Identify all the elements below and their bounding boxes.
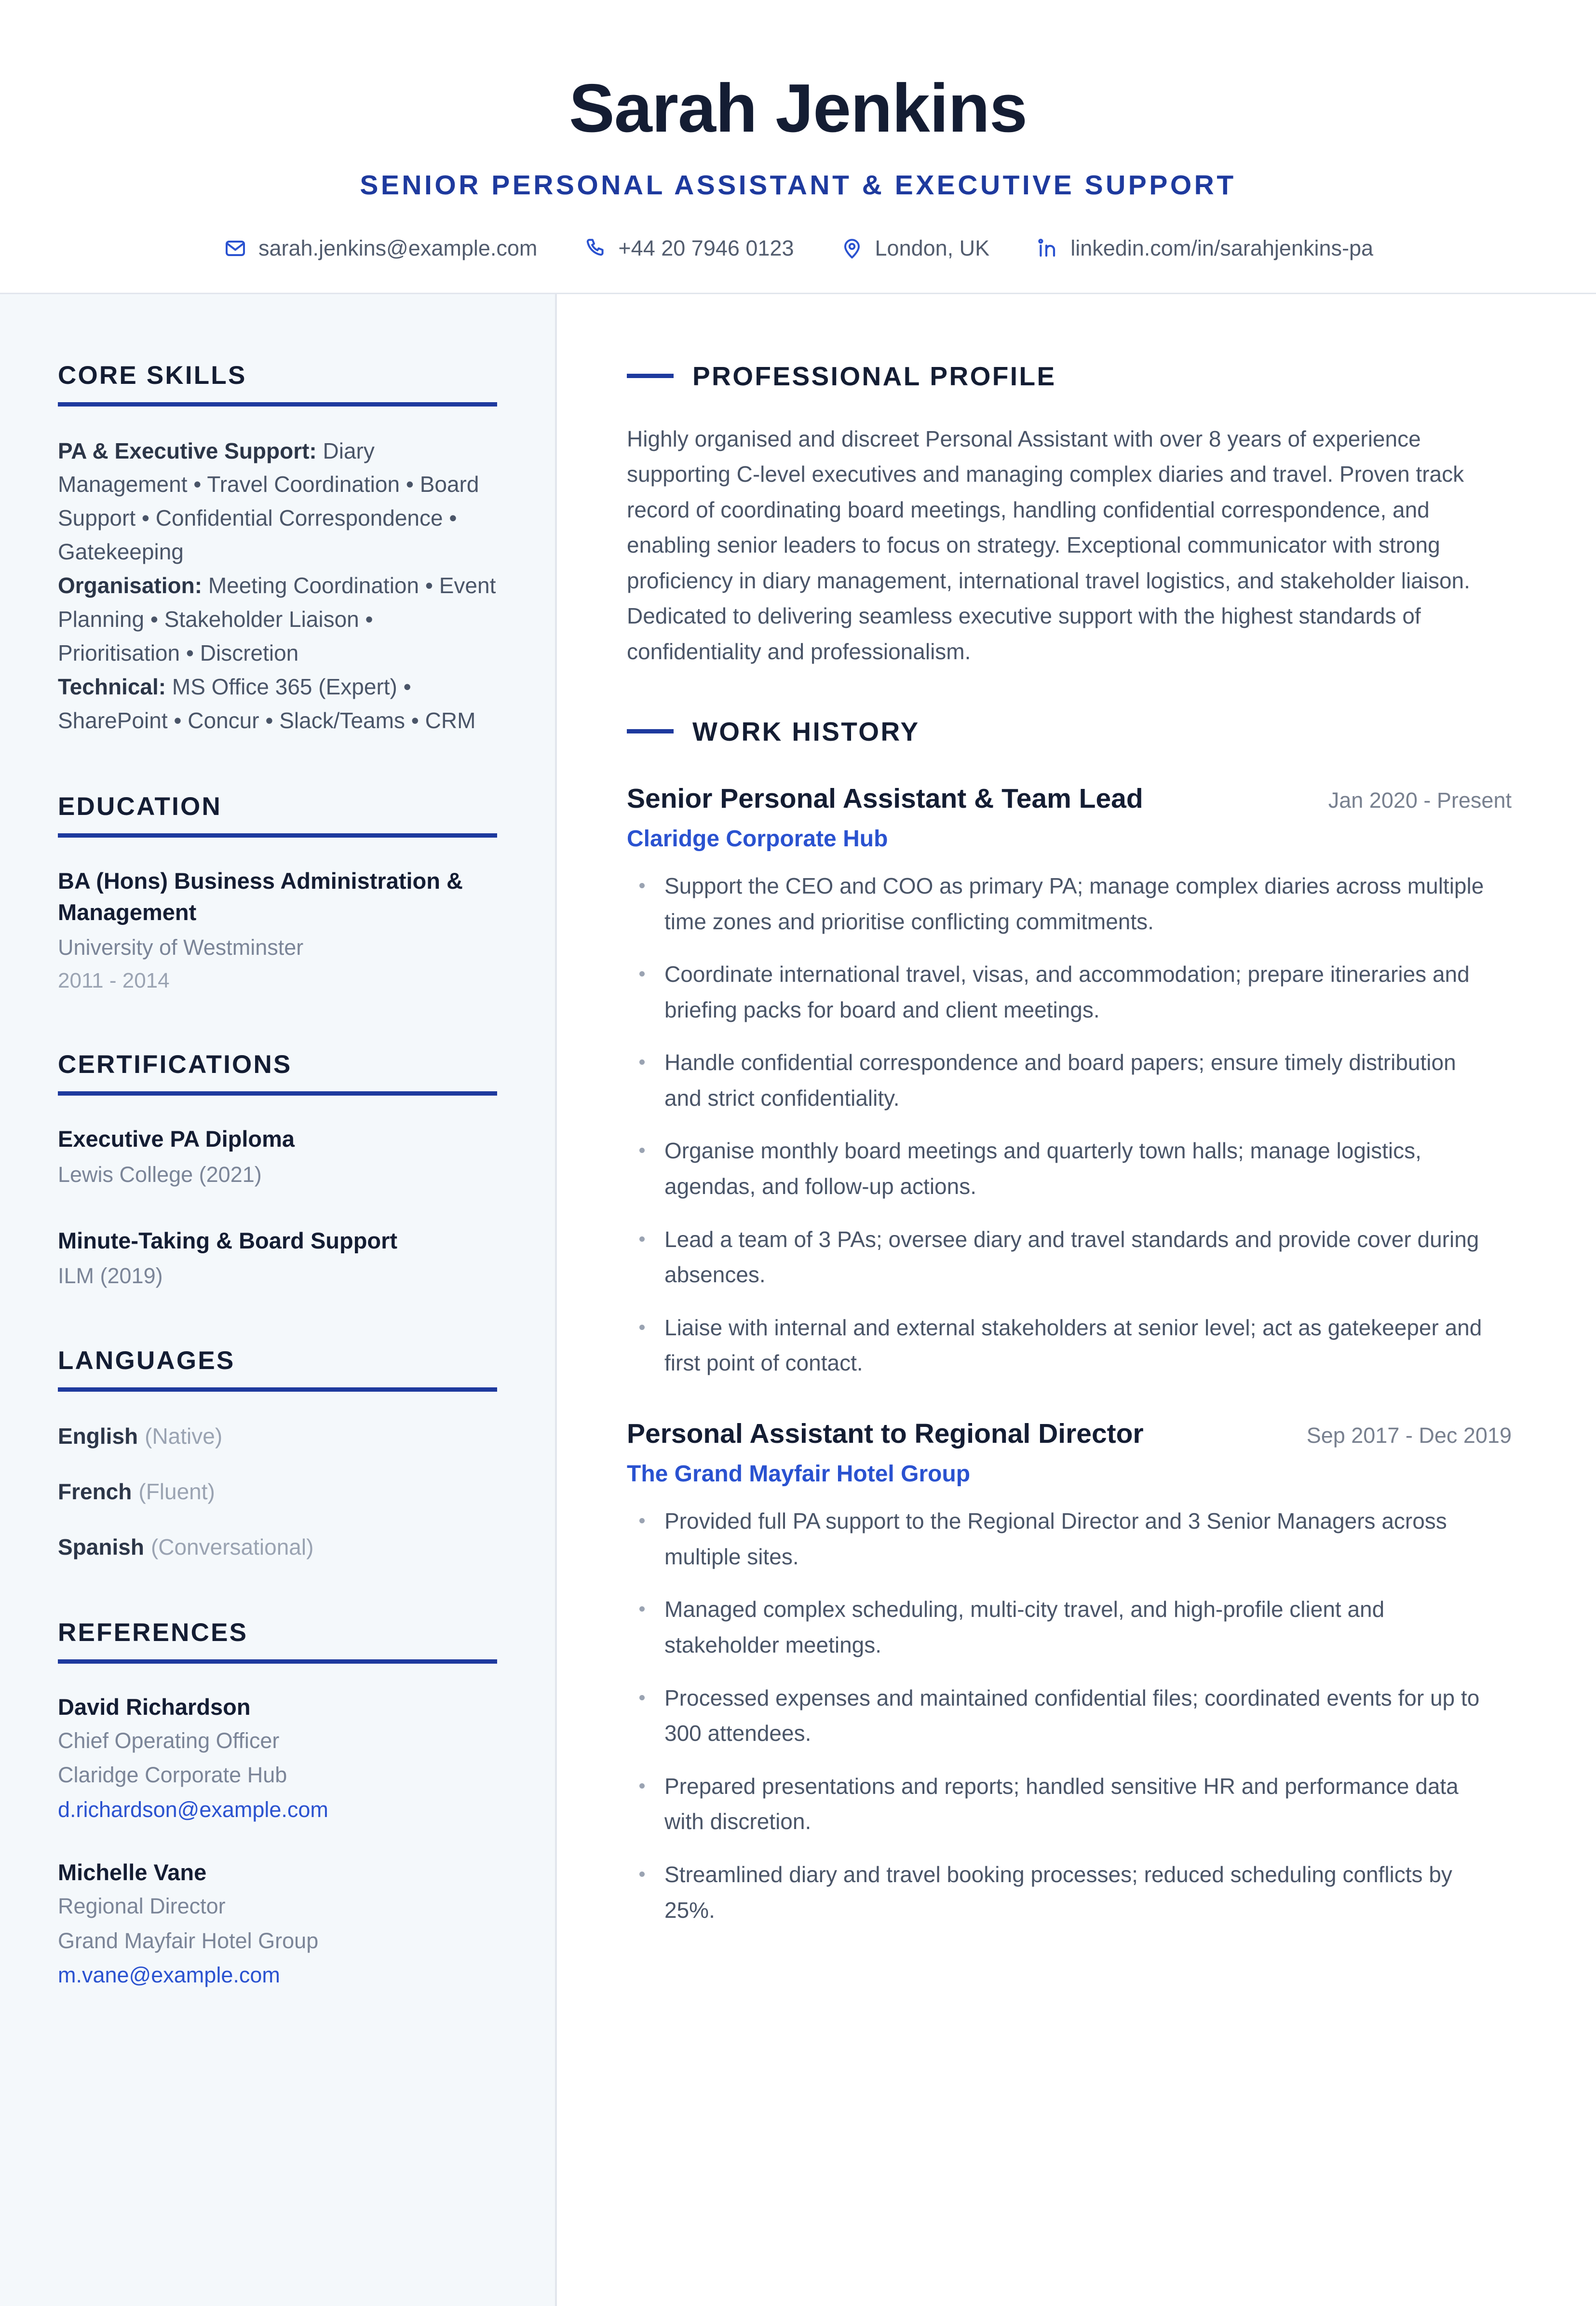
job-header-row [627, 1417, 1512, 1451]
certification-issuer: Lewis College (2021) [58, 1162, 262, 1187]
section-heading-core-skills: CORE SKILLS [58, 361, 247, 390]
certification-title: Executive PA Diploma [58, 1126, 295, 1152]
skill-group-items-0: Diary Management • Travel Coordination • Board Support • Confidential Correspondence • Gatekeeping [58, 438, 479, 565]
section-rule [58, 1091, 497, 1096]
reference-company: Grand Mayfair Hotel Group [58, 1928, 319, 1953]
contact-phone-text: +44 20 7946 0123 [618, 235, 794, 260]
language-level: (Fluent) [138, 1479, 215, 1504]
contact-location-text: London, UK [875, 235, 990, 260]
section-core-skills [58, 361, 497, 738]
reference-item [58, 1692, 497, 1825]
contact-row [58, 236, 1538, 261]
professional-headline: SENIOR PERSONAL ASSISTANT & EXECUTIVE SUPPORT [360, 169, 1236, 201]
contact-linkedin-text: linkedin.com/in/sarahjenkins-pa [1070, 235, 1374, 260]
references-body [58, 1692, 497, 1991]
professional-profile-text: Highly organised and discreet Personal Assistant with over 8 years of experience supporting C-level executives and managing complex diaries and travel. Proven track record of coordinating board meetings, handling confidential correspondence, and enabling senior leaders to focus on strategy. Exceptional communicator with strong proficiency in diary management, international travel logistics, and stakeholder liaison. Dedicated to delivering seamless executive support with the highest standards of confidentiality and professionalism. [627, 426, 1470, 665]
job-company: Claridge Corporate Hub [627, 826, 888, 852]
page-title: Sarah Jenkins [569, 70, 1027, 147]
skill-group-items-1: Meeting Coordination • Event Planning • Stakeholder Liaison • Prioritisation • Discretion [58, 573, 496, 665]
section-rule [58, 402, 497, 407]
language-name: French [58, 1479, 132, 1504]
language-name: English [58, 1423, 138, 1449]
sidebar [0, 294, 557, 2306]
reference-title: Regional Director [58, 1894, 226, 1919]
job-entry [627, 1417, 1512, 1928]
job-bullet-list [627, 1504, 1512, 1928]
reference-email[interactable]: d.richardson@example.com [58, 1797, 328, 1822]
section-languages [58, 1346, 497, 1564]
job-bullet-list [627, 868, 1512, 1381]
skill-group-items-2: MS Office 365 (Expert) • SharePoint • Concur • Slack/Teams • CRM [58, 674, 476, 733]
skill-group-label-1: Organisation: [58, 573, 203, 598]
certification-title: Minute-Taking & Board Support [58, 1227, 398, 1253]
job-bullet: Organise monthly board meetings and quarterly town halls; manage logistics, agendas, and follow-up actions. [627, 1133, 1490, 1204]
resume-body [0, 294, 1596, 2306]
contact-email[interactable] [200, 236, 560, 261]
reference-email[interactable]: m.vane@example.com [58, 1962, 280, 1987]
main-content [557, 294, 1596, 2306]
skill-group-label-2: Technical: [58, 674, 166, 699]
heading-dash-icon [627, 729, 674, 733]
education-body [58, 866, 497, 996]
phone-icon [582, 236, 608, 261]
job-bullet: Lead a team of 3 PAs; oversee diary and travel standards and provide cover during absences. [627, 1222, 1490, 1293]
job-dates: Jan 2020 - Present [1328, 787, 1512, 813]
languages-body [58, 1420, 497, 1564]
education-dates: 2011 - 2014 [58, 968, 170, 992]
map-pin-icon [839, 236, 865, 261]
contact-location [817, 236, 1013, 261]
education-degree: BA (Hons) Business Administration & Management [58, 868, 463, 925]
heading-dash-icon [627, 374, 674, 378]
section-heading-row [627, 716, 1512, 747]
section-heading-languages: LANGUAGES [58, 1346, 235, 1375]
contact-email-text: sarah.jenkins@example.com [258, 235, 538, 260]
language-item [58, 1420, 497, 1453]
language-item [58, 1475, 497, 1508]
resume-header [0, 0, 1596, 294]
certification-entry [58, 1124, 497, 1190]
reference-item [58, 1857, 497, 1991]
section-heading-professional-profile: PROFESSIONAL PROFILE [692, 361, 1056, 391]
section-rule [58, 1659, 497, 1664]
section-rule [58, 833, 497, 838]
section-heading-certifications: CERTIFICATIONS [58, 1050, 292, 1079]
contact-phone[interactable] [560, 236, 816, 261]
reference-company: Claridge Corporate Hub [58, 1763, 287, 1788]
education-institution: University of Westminster [58, 935, 304, 960]
job-bullet: Processed expenses and maintained confidential files; coordinated events for up to 300 attendees. [627, 1681, 1490, 1751]
section-heading-references: REFERENCES [58, 1618, 248, 1647]
language-level: (Native) [145, 1423, 223, 1449]
job-title: Senior Personal Assistant & Team Lead [627, 783, 1143, 814]
reference-name: David Richardson [58, 1694, 251, 1720]
section-education [58, 792, 497, 996]
job-bullet: Streamlined diary and travel booking processes; reduced scheduling conflicts by 25%. [627, 1857, 1490, 1928]
envelope-icon [223, 236, 248, 261]
job-bullet: Handle confidential correspondence and board papers; ensure timely distribution and strict confidentiality. [627, 1045, 1490, 1116]
section-certifications [58, 1050, 497, 1291]
core-skills-body [58, 434, 497, 738]
core-skills-paragraph [58, 434, 497, 738]
education-entry [58, 866, 497, 996]
skill-group-label-0: PA & Executive Support: [58, 438, 317, 463]
job-entry [627, 782, 1512, 1381]
job-bullet: Provided full PA support to the Regional Director and 3 Senior Managers across multiple sites. [627, 1504, 1490, 1574]
section-professional-profile [627, 361, 1512, 670]
job-header-row [627, 782, 1512, 816]
section-heading-work-history: WORK HISTORY [692, 716, 920, 746]
reference-title: Chief Operating Officer [58, 1728, 280, 1753]
certification-entry [58, 1225, 497, 1292]
job-dates: Sep 2017 - Dec 2019 [1306, 1423, 1512, 1448]
job-bullet: Liaise with internal and external stakeholders at senior level; act as gatekeeper and first point of contact. [627, 1310, 1490, 1381]
language-item [58, 1531, 497, 1564]
language-level: (Conversational) [150, 1534, 314, 1560]
job-bullet: Support the CEO and COO as primary PA; manage complex diaries across multiple time zones and prioritise conflicting commitments. [627, 868, 1490, 939]
linkedin-icon [1035, 236, 1060, 261]
section-heading-education: EDUCATION [58, 792, 222, 821]
section-rule [58, 1387, 497, 1392]
section-references [58, 1618, 497, 1991]
job-bullet: Managed complex scheduling, multi-city travel, and high-profile client and stakeholder meetings. [627, 1592, 1490, 1663]
section-work-history [627, 716, 1512, 1928]
job-bullet: Coordinate international travel, visas, and accommodation; prepare itineraries and briefing packs for board and client meetings. [627, 957, 1490, 1028]
reference-name: Michelle Vane [58, 1859, 207, 1885]
section-heading-row [627, 361, 1512, 392]
certification-issuer: ILM (2019) [58, 1263, 163, 1289]
language-name: Spanish [58, 1534, 144, 1560]
job-company: The Grand Mayfair Hotel Group [627, 1461, 971, 1487]
job-title: Personal Assistant to Regional Director [627, 1418, 1144, 1450]
job-bullet: Prepared presentations and reports; handled sensitive HR and performance data with discretion. [627, 1769, 1490, 1840]
contact-linkedin[interactable] [1012, 236, 1396, 261]
certifications-body [58, 1124, 497, 1291]
